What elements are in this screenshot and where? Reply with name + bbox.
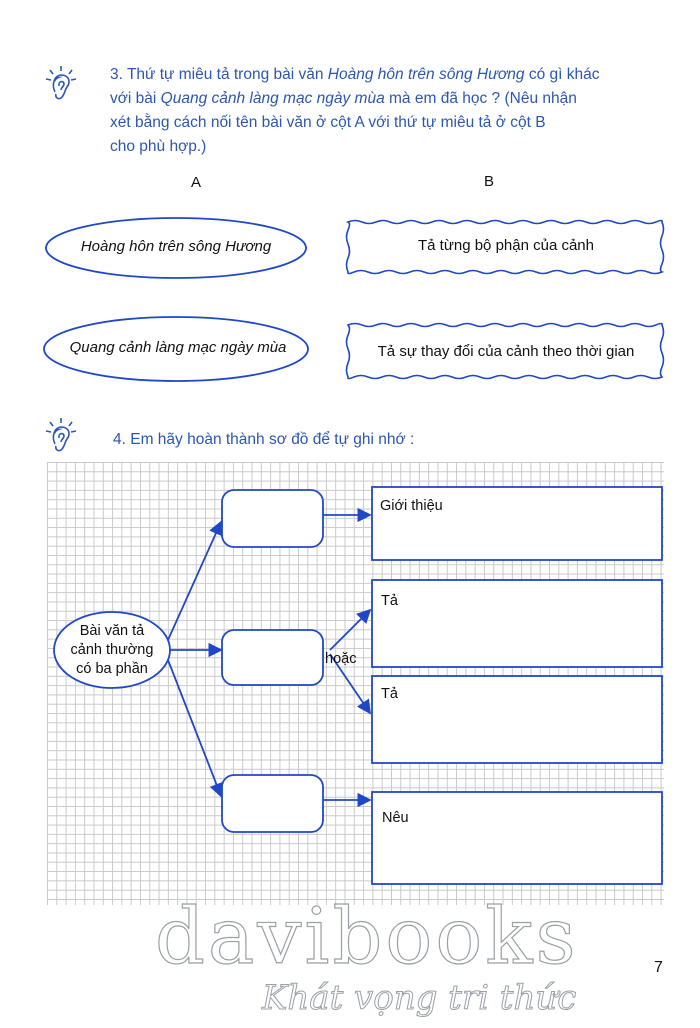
column-a-header: A xyxy=(191,174,202,191)
answer-1-label: Giới thiệu xyxy=(380,498,443,514)
arrow-center-box1 xyxy=(168,522,221,640)
blank-box-1[interactable] xyxy=(222,490,323,547)
wavy-box-b1-label: Tả từng bộ phận của cảnh xyxy=(417,237,594,254)
answer-4-label: Nêu xyxy=(382,810,409,826)
question-3-line-3: xét bằng cách nối tên bài văn ở cột A với thứ tự miêu tả ở cột B xyxy=(110,114,546,131)
watermark-title: davibooks xyxy=(155,892,579,982)
answer-box-4[interactable] xyxy=(372,792,662,884)
arrow-box2-answer2 xyxy=(330,610,370,650)
oval-a2-label: Quang cảnh làng mạc ngày mùa xyxy=(69,339,287,356)
connector-or: hoặc xyxy=(325,651,357,667)
question-3-line-2: với bài Quang cảnh làng mạc ngày mùa mà em đã học ? (Nêu nhận xyxy=(110,90,577,107)
question-4-text: 4. Em hãy hoàn thành sơ đồ để tự ghi nhớ : xyxy=(113,431,415,448)
center-label: Bài văn tả cảnh thường có ba phần xyxy=(70,623,154,677)
blank-box-3[interactable] xyxy=(222,775,323,832)
page-number: 7 xyxy=(654,959,663,976)
wavy-box-b2-label: Tả sự thay đổi của cảnh theo thời gian xyxy=(377,343,635,360)
question-3-line-1: 3. Thứ tự miêu tả trong bài văn Hoàng hôn trên sông Hương có gì khác xyxy=(110,66,600,83)
column-b-header: B xyxy=(484,173,495,190)
answer-box-2[interactable] xyxy=(372,580,662,667)
arrow-center-box3 xyxy=(168,660,221,796)
answer-box-3[interactable] xyxy=(372,676,662,763)
answer-2-label: Tả xyxy=(381,593,398,609)
question-3-line-4: cho phù hợp.) xyxy=(110,138,207,155)
answer-3-label: Tả xyxy=(381,686,398,702)
oval-a1-label: Hoàng hôn trên sông Hương xyxy=(80,238,272,255)
blank-box-2[interactable] xyxy=(222,630,323,685)
watermark-subtitle: Khát vọng tri thức xyxy=(262,978,577,1018)
